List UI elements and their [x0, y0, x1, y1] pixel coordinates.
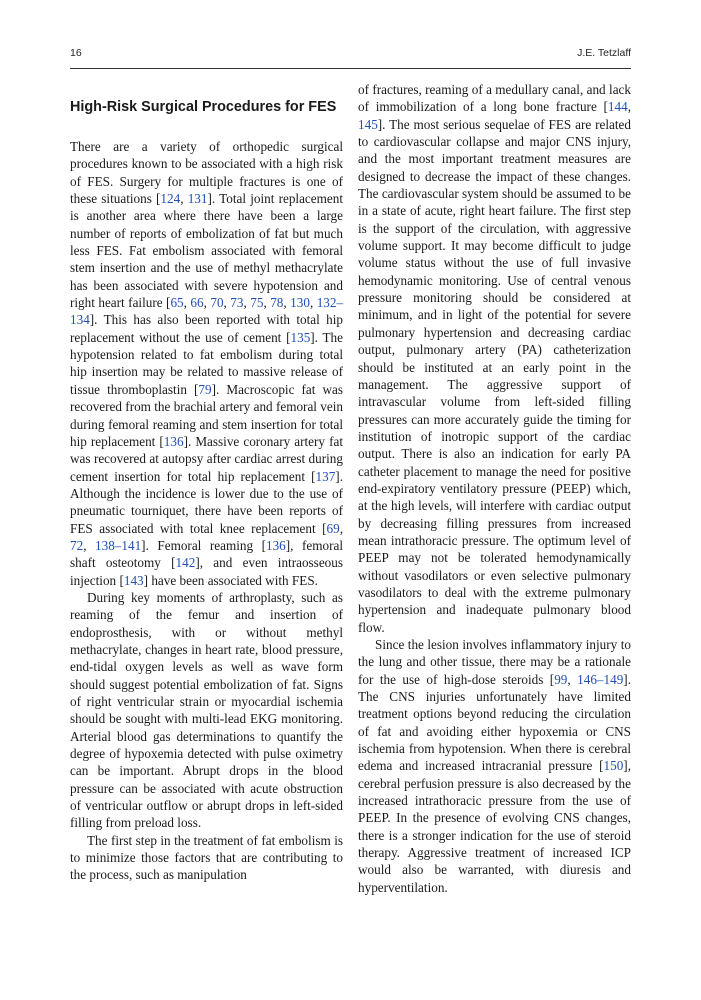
citation-link[interactable]: 69	[326, 520, 340, 536]
author-running-head: J.E. Tetzlaff	[577, 47, 631, 59]
body-text: ]. This has also been reported with total hip replacement without the use of cement [	[70, 312, 343, 345]
body-text: ]. Total joint replacement is another area where there have been a large number of reports of embolization of fat but much less FES. Fat embolism associated with femoral stem insertion and the use of methyl methacrylate has been associated with severe hypotension and right heart failure [	[70, 191, 343, 311]
body-text: of fractures, reaming of a medullary canal, and lack of immobilization of a long bone fracture [	[358, 82, 631, 115]
paragraph-3: The first step in the treatment of fat embolism is to minimize those factors that are contributing to the process, such as manipulation	[70, 832, 343, 883]
body-text: ,	[567, 671, 578, 687]
left-column	[70, 97, 343, 884]
citation-link[interactable]: 137	[315, 468, 336, 484]
citation-link[interactable]: 66	[190, 295, 204, 311]
paragraph-2: During key moments of arthroplasty, such as reaming of the femur and insertion of endoprosthesis, with or without methyl methacrylate, changes in heart rate, blood pressure, end-tidal oxygen levels as well as wave form should suggest potential embolization of fat. Signs of right ventricular strain or myocardial ischemia should be sought with multi-lead EKG monitoring. Arterial blood gas determinations to quantify the degree of hypoxemia detected with pulse oximetry can be important. Abrupt drops in the blood pressure can be associated with acute obstruction of ventricular outflow or abrupt drops in left-sided filling from preload loss.	[70, 589, 343, 831]
citation-link[interactable]: 75	[250, 295, 264, 311]
citation-link[interactable]: 145	[358, 116, 378, 132]
citation-link[interactable]: 138–141	[95, 537, 142, 553]
section-heading: High-Risk Surgical Procedures for FES	[70, 99, 337, 115]
body-text: ,	[243, 295, 251, 311]
citation-link[interactable]: 146–149	[577, 671, 624, 687]
citation-link[interactable]: 144	[607, 99, 628, 115]
body-text: ,	[83, 537, 96, 553]
body-text: ,	[283, 295, 291, 311]
citation-link[interactable]: 143	[123, 572, 144, 588]
body-text: ,	[627, 99, 631, 115]
citation-link[interactable]: 136	[163, 433, 184, 449]
citation-link[interactable]: 99	[554, 671, 568, 687]
paragraph-5	[358, 636, 631, 896]
citation-link[interactable]: 124	[160, 191, 181, 207]
body-text: ,	[223, 295, 231, 311]
body-text: ], femoral shaft osteotomy [	[70, 537, 343, 571]
citation-link[interactable]: 73	[230, 295, 244, 311]
paragraph-1	[70, 138, 343, 589]
body-text: ,	[203, 295, 211, 311]
citation-link[interactable]: 79	[198, 381, 212, 397]
header-rule	[70, 68, 631, 69]
body-text: ,	[183, 295, 191, 311]
citation-link[interactable]: 70	[210, 295, 224, 311]
body-text: ]. The most serious sequelae of FES are related to cardiovascular collapse and major CNS injury, and the most important treatment measures are designed to decrease the impact of these changes. The cardiovascular system should be assumed to be in a state of acute, right heart failure. The first step is the support of the circulation, with aggressive volume support. It may become difficult to judge volume status without the use of full invasive hemodynamic monitoring. Use of central venous pressure monitoring should be considered at minimum, and in light of the potential for severe pulmonary hypertension and decreasing cardiac output, pulmonary artery (PA) catheterization should be instituted at an early point in the management. The aggressive support of intravascular volume from left-sided filling pressures can more accurately guide the timing for institution of inotropic support of the cardiac output. There is also an indication for early PA catheter placement to manage the need for positive end-expiratory ventilatory pressure (PEEP) which, at the high levels, will interfere with cardiac output by decreasing filling pressures from increased mean intrathoracic pressure. The optimum level of PEEP may not be tolerated hemodynamically without vasodilators or even selective pulmonary vasodilators to deal with the extreme pulmonary hypertension and inadequate pulmonary blood flow.	[358, 116, 631, 635]
body-text: Since the lesion involves inflammatory injury to the lung and other tissue, there may be a rationale for the use of high-dose steroids [	[358, 637, 631, 687]
body-text: ], cerebral perfusion pressure is also decreased by the increased intrathoracic pressure from the use of PEEP. In the presence of evolving CNS changes, there is a stronger indication for the use of steroid therapy. Aggressive treatment of increased ICP would also be warranted, with diuresis and hyperventilation.	[358, 758, 631, 895]
body-text: ]. The hypotension related to fat embolism during total hip insertion may be related to massive release of tissue thromboplastin [	[70, 329, 344, 397]
body-text: ]. Femoral reaming [	[141, 537, 266, 553]
right-column	[358, 81, 631, 896]
citation-link[interactable]: 142	[175, 555, 196, 571]
body-text: ,	[339, 520, 343, 536]
citation-link[interactable]: 135	[290, 329, 311, 345]
body-text: ], and even intraosseous injection [	[70, 555, 343, 588]
citation-link[interactable]: 150	[603, 758, 624, 774]
citation-link[interactable]: 132–134	[70, 295, 344, 328]
paragraph-4	[358, 81, 631, 636]
citation-link[interactable]: 65	[170, 295, 184, 311]
body-text: ,	[180, 191, 188, 207]
running-head	[70, 47, 631, 63]
citation-link[interactable]: 136	[265, 537, 286, 553]
body-text: ] have been associated with FES.	[143, 572, 318, 588]
citation-link[interactable]: 72	[70, 537, 84, 553]
citation-link[interactable]: 131	[187, 191, 208, 207]
body-text: ]. Although the incidence is lower due to the use of pneumatic tourniquet, there have been reports of FES associated with total knee replacement [	[70, 468, 343, 536]
body-text: ]. Massive coronary artery fat was recovered at autopsy after cardiac arrest during cement insertion for total hip replacement [	[70, 433, 343, 484]
body-text: ]. Macroscopic fat was recovered from the brachial artery and femoral vein during femoral reaming and stem insertion for total hip replacement [	[70, 381, 343, 449]
body-text: There are a variety of orthopedic surgical procedures known to be associated with a high risk of FES. Surgery for multiple fractures is one of these situations [	[70, 139, 343, 207]
body-text: ,	[263, 295, 271, 311]
citation-link[interactable]: 130	[290, 295, 310, 311]
body-text: ]. The CNS injuries unfortunately have limited treatment options beyond reducing the circulation of fat and avoiding either hypoxemia or CNS ischemia from hypotension. When there is cerebral edema and increased intracranial pressure [	[358, 671, 631, 774]
page-number: 16	[70, 47, 82, 59]
body-text: ,	[309, 295, 317, 311]
citation-link[interactable]: 78	[270, 295, 284, 311]
